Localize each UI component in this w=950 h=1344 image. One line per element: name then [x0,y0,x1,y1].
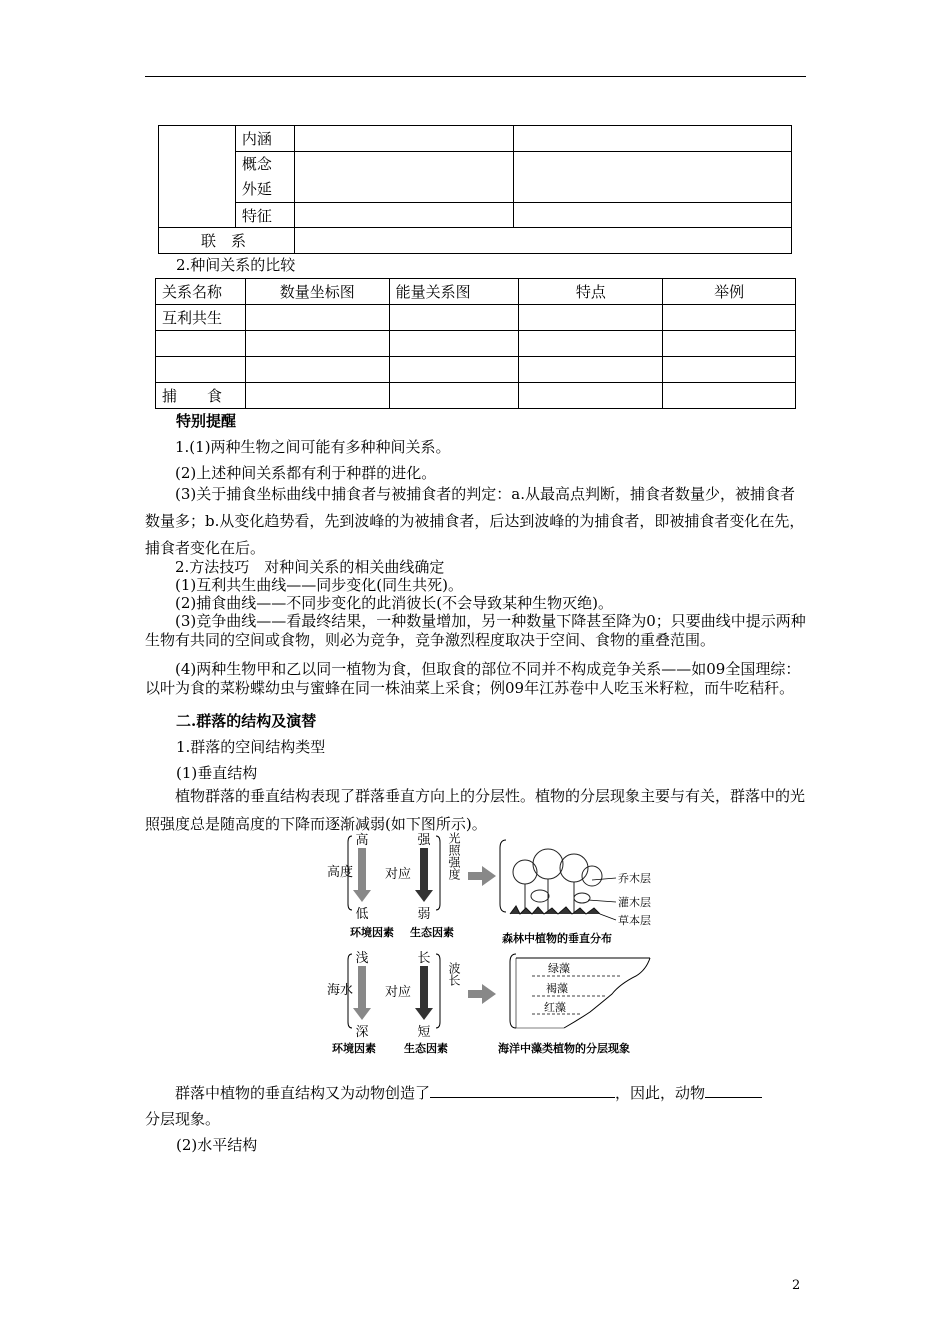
env-axis-label [327,864,353,880]
figure-caption: 森林中植物的垂直分布 [502,932,612,945]
tip-item: (2)上述种间关系都有利于种群的进化。 [175,464,437,482]
header-cell: 关系名称 [156,279,246,305]
section-two-title: 二.群落的结构及演替 [176,712,317,730]
pointer [600,914,616,920]
env-axis-text: 高度 [326,865,354,880]
eco-low-label: 弱 [417,907,431,922]
animal-layer-para: 群落中植物的垂直结构又为动物创造了 ，因此，动物 [145,1080,806,1107]
layer-label: 红藻 [544,1001,566,1014]
mid-label: 对应 [384,867,412,882]
arrow-right [468,866,496,886]
page-number: 2 [792,1278,801,1293]
figure-top [327,831,651,945]
method-item: (1)互利共生曲线——同步变化(同生共死)。 [175,576,463,594]
layer-label: 褐藻 [546,982,568,995]
eco-high-label: 强 [417,833,431,848]
arrow-head [415,1008,433,1020]
sea-illustration [516,958,650,1028]
brace [436,836,440,910]
arrow-right [468,984,496,1004]
section-two-sub1: 1.群落的空间结构类型 [176,738,326,756]
brace [500,840,506,912]
header-rule [145,76,806,77]
forest-illustration [510,849,602,914]
header-cell: 特点 [519,279,663,305]
env-caption: 环境因素 [332,1042,376,1055]
header-cell: 数量坐标图 [245,279,389,305]
row-label: 互利共生 [156,305,246,331]
row-label-concept: 概念 外延 [235,152,294,203]
concept-table [158,125,792,254]
header-cell: 举例 [663,279,796,305]
brace [436,954,440,1028]
method-item: (3)竞争曲线——看最终结果，一种数量增加，另一种数量下降甚至降为0；只要曲线中提示两种生物有共同的空间或食物，则必为竞争，竞争激烈程度取决于空间、食物的重叠范围。 [145,612,806,649]
vertical-structure-figure [320,830,660,1060]
env-high-label: 浅 [355,951,369,966]
pointer [588,900,616,902]
env-low-label: 低 [355,907,369,922]
layer-label: 乔木层 [618,872,651,885]
blank-line [430,1081,615,1098]
layer-label: 草本层 [618,914,651,927]
env-caption: 环境因素 [350,926,394,939]
layer-label: 绿藻 [548,962,570,975]
section2-title: 2.种间关系的比较 [176,256,296,274]
header-cell: 能量关系图 [389,279,519,305]
blank-line [705,1081,762,1098]
eco-low-label: 短 [417,1025,431,1040]
eco-axis-label: 光照强度 [447,832,461,880]
vertical-structure-para: 植物群落的垂直结构表现了群落垂直方向上的分层性。植物的分层现象主要与有关，群落中的光照强度总是随高度的下降而逐渐减弱(如下图所示)。 [145,787,806,833]
interspecies-table [155,278,796,409]
eco-caption: 生态因素 [404,1042,448,1055]
method-title: 2.方法技巧 对种间关系的相关曲线确定 [175,558,445,576]
env-axis-label: 海水 [326,983,354,998]
pointer [592,878,616,880]
row-label-relation: 联 系 [159,228,295,254]
brace [510,954,516,1028]
section-two-sub1a: (1)垂直结构 [176,764,258,782]
arrow-shaft [420,966,428,1010]
arrow-head [353,1008,371,1020]
eco-high-label: 长 [417,951,431,966]
arrow-shaft [358,966,366,1010]
row-label-feature: 特征 [235,203,294,228]
row-label [156,357,246,383]
method-item: (4)两种生物甲和乙以同一植物为食，但取食的部位不同并不构成竞争关系——如09全国理综：以叶为食的菜粉蝶幼虫与蜜蜂在同一株油菜上采食；例09年江苏卷中人吃玉米籽粒，而牛吃秸秆。 [145,660,801,697]
eco-axis-label: 波长 [447,962,461,986]
section-two-sub1b: (2)水平结构 [176,1136,258,1154]
mid-label: 对应 [384,985,412,1000]
figure-bottom [327,950,650,1055]
table-blank-cell [159,126,236,228]
figure-caption: 海洋中藻类植物的分层现象 [498,1042,630,1055]
animal-layer-para-end: 分层现象。 [145,1110,221,1128]
row-label [156,331,246,357]
layer-label: 灌木层 [618,896,651,909]
row-label: 捕 食 [156,383,246,409]
tip-heading: 特别提醒 [176,412,237,430]
row-label-neihan: 内涵 [235,126,294,152]
arrow-head [353,890,371,902]
env-high-label: 高 [355,833,369,848]
tip-item: 1.(1)两种生物之间可能有多种种间关系。 [175,438,451,456]
arrow-shaft [420,848,428,892]
arrow-head [415,890,433,902]
eco-caption: 生态因素 [410,926,454,939]
tip-item: (3)关于捕食坐标曲线中捕食者与被捕食者的判定：a.从最高点判断，捕食者数量少，被捕食者数量多；b.从变化趋势看，先到波峰的为被捕食者，后达到波峰的为捕食者，即被捕食者变化在先，捕食者变化在后。 [145,485,805,557]
method-item: (2)捕食曲线——不同步变化的此消彼长(不会导致某种生物灭绝)。 [175,594,613,612]
arrow-shaft [358,848,366,892]
env-low-label: 深 [355,1025,369,1040]
